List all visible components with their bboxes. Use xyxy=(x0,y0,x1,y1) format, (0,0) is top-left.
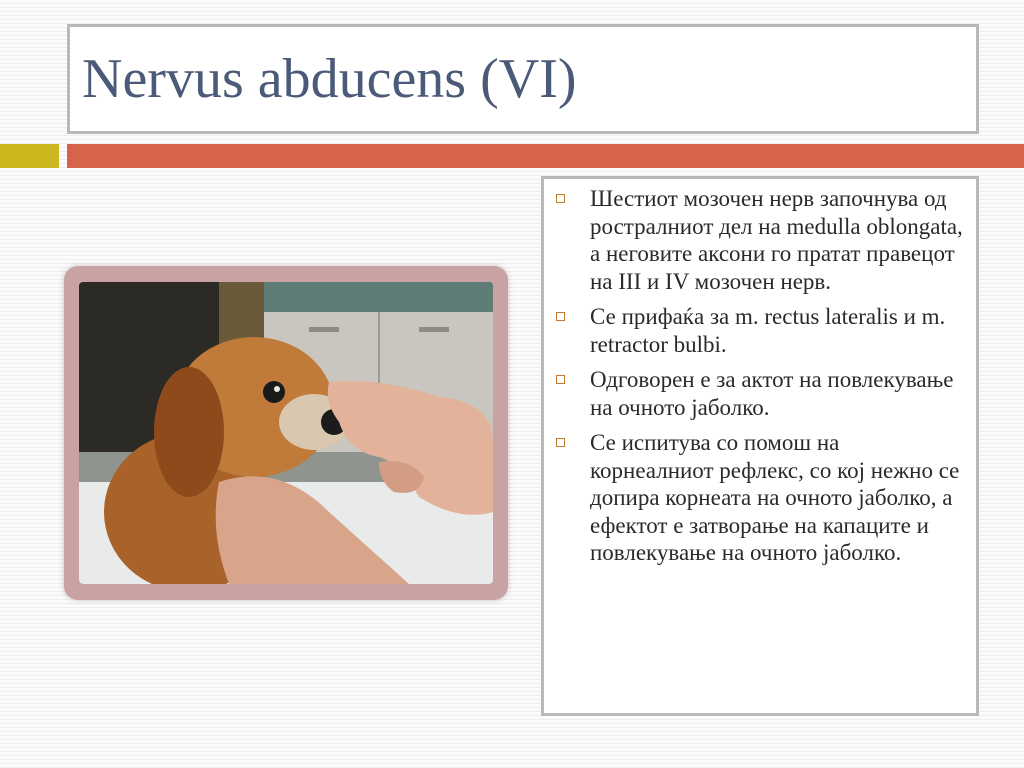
content-box xyxy=(541,176,979,716)
bullet-text: Одговорен е за актот на повлекување на очното јаболко. xyxy=(590,367,954,420)
photo-illustration xyxy=(79,282,493,584)
slide-title: Nervus abducens (VI) xyxy=(82,48,577,110)
bullet-item xyxy=(544,366,968,421)
dog-eye-exam-photo xyxy=(79,282,493,584)
accent-bar-yellow xyxy=(0,144,59,168)
square-bullet-icon xyxy=(556,438,565,447)
square-bullet-icon xyxy=(556,312,565,321)
bullet-text: Се испитува со помош на корнеалниот рефлекс, со кој нежно се допира корнеата на очното јаболко, а ефектот е затворање на капаците и повлекување на очното јаболко. xyxy=(590,430,960,565)
photo-frame xyxy=(64,266,508,600)
bullet-item xyxy=(544,429,968,567)
bullet-item xyxy=(544,303,968,358)
bullet-text: Се прифаќа за m. rectus lateralis и m. retractor bulbi. xyxy=(590,304,946,357)
accent-bar-red xyxy=(67,144,1024,168)
bullet-item xyxy=(544,185,968,295)
title-box xyxy=(67,24,979,134)
bullet-text: Шестиот мозочен нерв започнува од ростралниот дел на medulla oblongata, а неговите аксони го пратат правецот на III и IV мозочен нерв. xyxy=(590,186,963,294)
bullet-list xyxy=(544,179,976,567)
square-bullet-icon xyxy=(556,375,565,384)
square-bullet-icon xyxy=(556,194,565,203)
